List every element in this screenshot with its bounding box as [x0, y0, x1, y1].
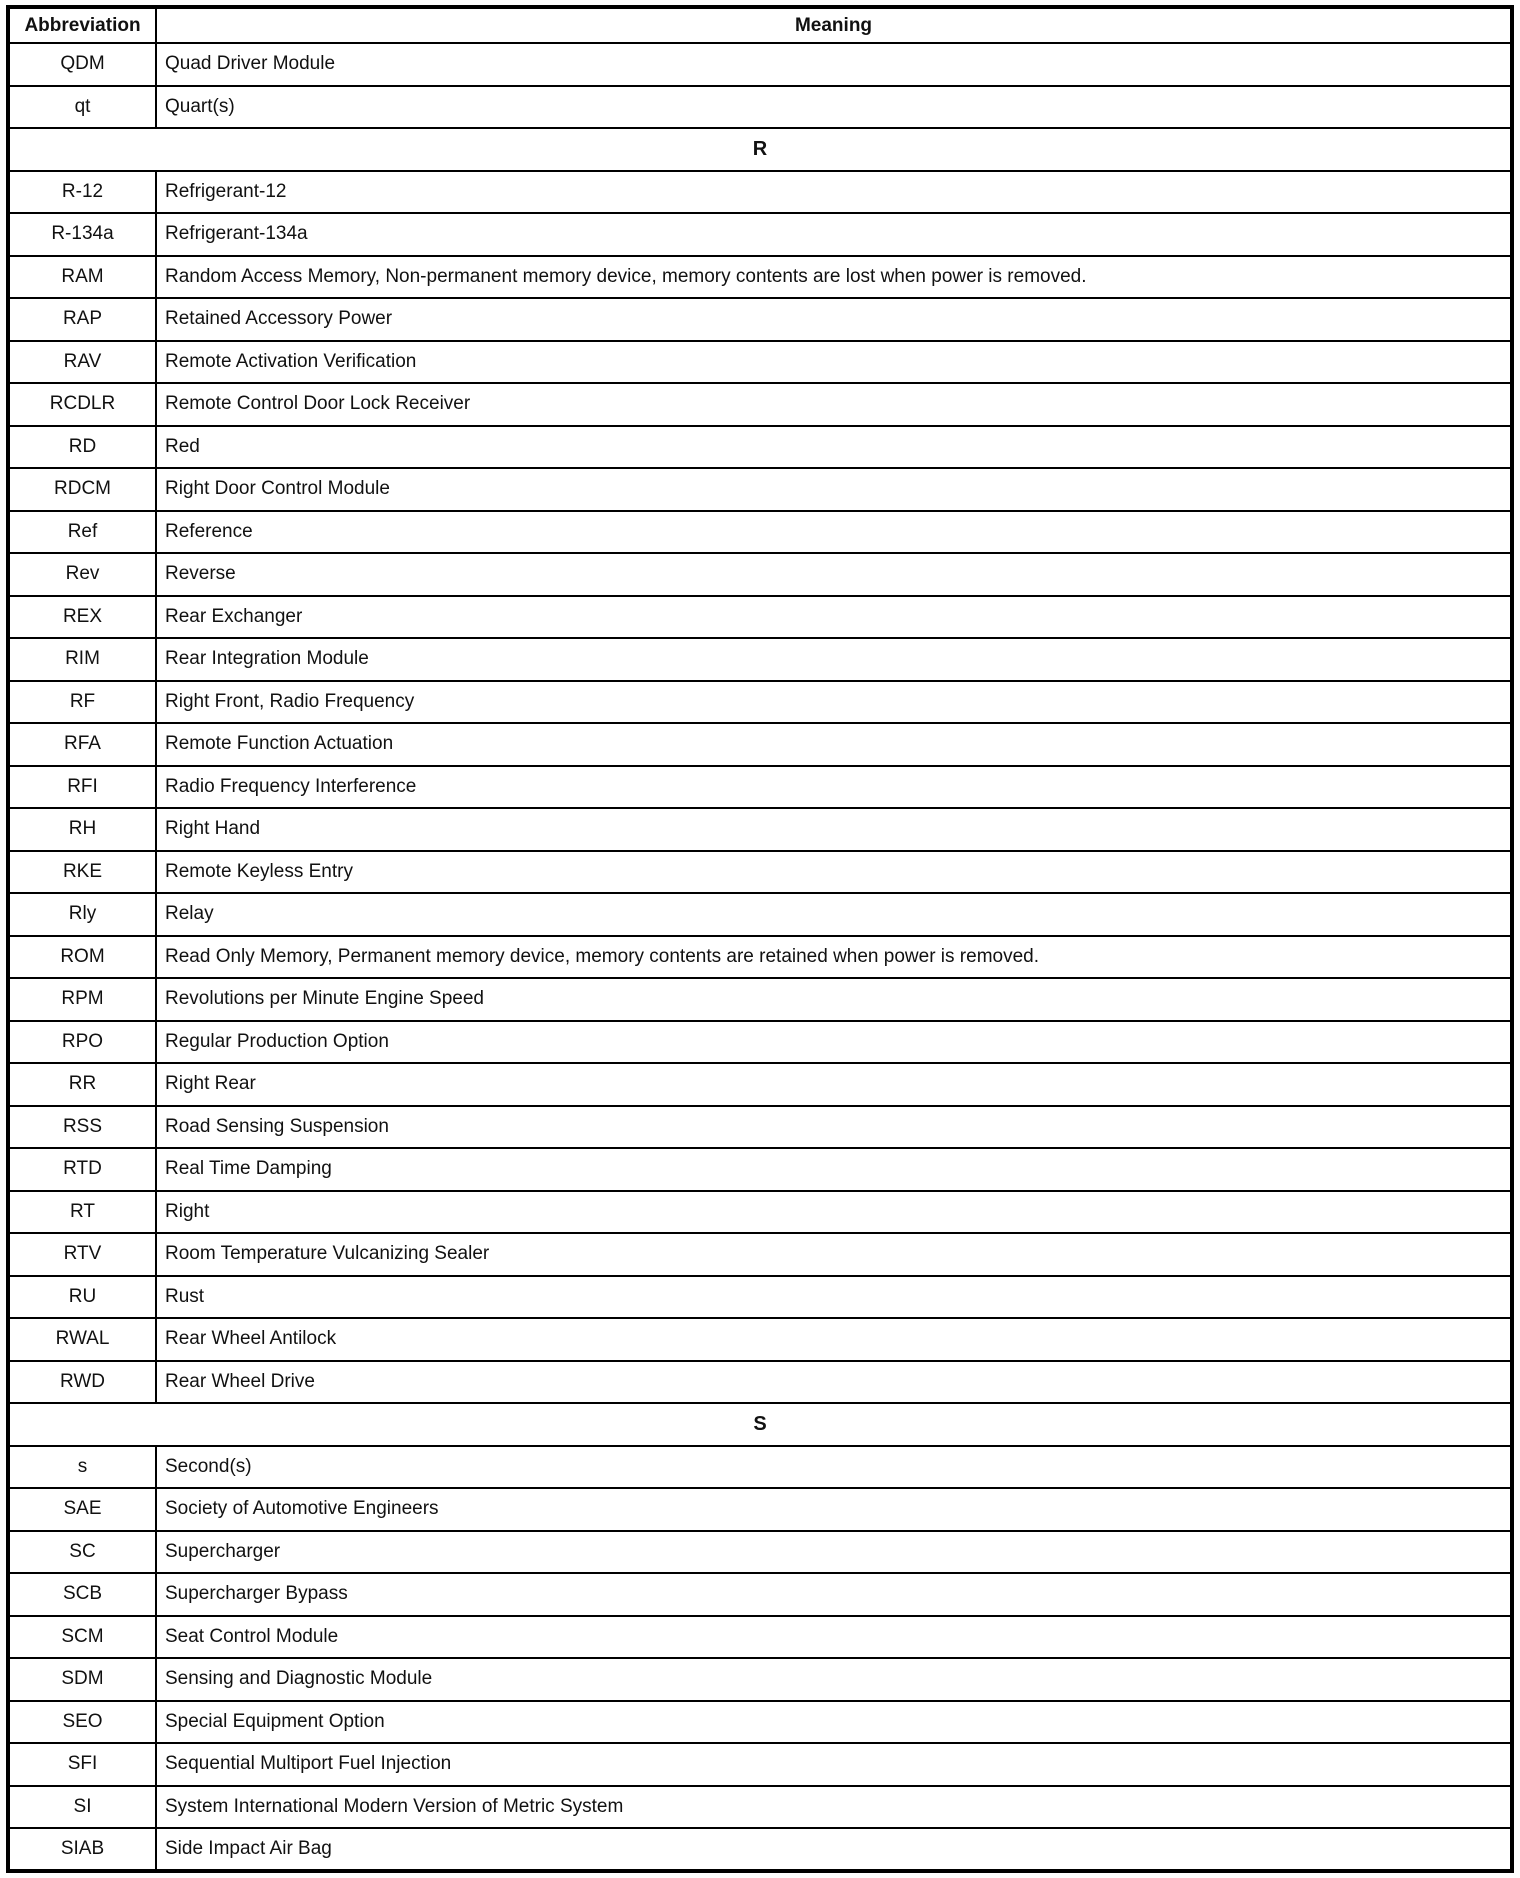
abbreviation-cell: Rly [8, 893, 156, 936]
meaning-cell: Retained Accessory Power [156, 298, 1512, 341]
table-row [8, 1658, 1512, 1701]
abbreviation-cell: RWD [8, 1361, 156, 1404]
meaning-cell: Right Rear [156, 1063, 1512, 1106]
table-row [8, 638, 1512, 681]
meaning-cell: Sequential Multiport Fuel Injection [156, 1743, 1512, 1786]
abbreviation-cell: R-134a [8, 213, 156, 256]
abbreviation-cell: RU [8, 1276, 156, 1319]
abbreviation-cell: R-12 [8, 171, 156, 214]
meaning-cell: Second(s) [156, 1446, 1512, 1489]
table-row [8, 1361, 1512, 1404]
abbreviation-cell: Ref [8, 511, 156, 554]
table-row [8, 426, 1512, 469]
abbreviation-cell: RPM [8, 978, 156, 1021]
meaning-cell: Rear Exchanger [156, 596, 1512, 639]
table-row [8, 1063, 1512, 1106]
table-row [8, 936, 1512, 979]
abbreviation-cell: Rev [8, 553, 156, 596]
section-row [8, 128, 1512, 171]
meaning-cell: Remote Keyless Entry [156, 851, 1512, 894]
header-abbreviation: Abbreviation [8, 7, 156, 43]
table-row [8, 553, 1512, 596]
table-row [8, 723, 1512, 766]
table-row [8, 596, 1512, 639]
meaning-cell: Relay [156, 893, 1512, 936]
abbreviation-cell: RDCM [8, 468, 156, 511]
abbreviation-cell: RKE [8, 851, 156, 894]
table-row [8, 1743, 1512, 1786]
abbreviation-cell: RCDLR [8, 383, 156, 426]
table-row [8, 1701, 1512, 1744]
meaning-cell: Refrigerant-134a [156, 213, 1512, 256]
table-row [8, 468, 1512, 511]
abbreviation-cell: RTV [8, 1233, 156, 1276]
abbreviation-table-header [8, 7, 1512, 43]
table-row [8, 1573, 1512, 1616]
table-row [8, 851, 1512, 894]
table-row [8, 808, 1512, 851]
abbreviation-cell: RH [8, 808, 156, 851]
abbreviation-cell: RF [8, 681, 156, 724]
abbreviation-cell: SCM [8, 1616, 156, 1659]
meaning-cell: Refrigerant-12 [156, 171, 1512, 214]
table-row [8, 298, 1512, 341]
meaning-cell: Red [156, 426, 1512, 469]
table-row [8, 1446, 1512, 1489]
meaning-cell: Remote Activation Verification [156, 341, 1512, 384]
section-row [8, 1403, 1512, 1446]
meaning-cell: Rear Wheel Drive [156, 1361, 1512, 1404]
table-row [8, 1233, 1512, 1276]
table-row [8, 1318, 1512, 1361]
meaning-cell: Random Access Memory, Non-permanent memory device, memory contents are lost when power is removed. [156, 256, 1512, 299]
table-row [8, 511, 1512, 554]
table-row [8, 1021, 1512, 1064]
section-label: R [8, 128, 1512, 171]
header-row [8, 7, 1512, 43]
abbreviation-cell: RAP [8, 298, 156, 341]
meaning-cell: Quart(s) [156, 86, 1512, 129]
meaning-cell: Remote Function Actuation [156, 723, 1512, 766]
meaning-cell: System International Modern Version of Metric System [156, 1786, 1512, 1829]
meaning-cell: Society of Automotive Engineers [156, 1488, 1512, 1531]
meaning-cell: Right [156, 1191, 1512, 1234]
abbreviation-cell: s [8, 1446, 156, 1489]
table-row [8, 978, 1512, 1021]
abbreviation-cell: SIAB [8, 1828, 156, 1871]
meaning-cell: Sensing and Diagnostic Module [156, 1658, 1512, 1701]
meaning-cell: Quad Driver Module [156, 43, 1512, 86]
meaning-cell: Room Temperature Vulcanizing Sealer [156, 1233, 1512, 1276]
abbreviation-cell: QDM [8, 43, 156, 86]
table-row [8, 893, 1512, 936]
abbreviation-cell: SC [8, 1531, 156, 1574]
meaning-cell: Radio Frequency Interference [156, 766, 1512, 809]
abbreviation-cell: SAE [8, 1488, 156, 1531]
table-row [8, 1786, 1512, 1829]
abbreviation-cell: RR [8, 1063, 156, 1106]
table-row [8, 43, 1512, 86]
table-row [8, 1616, 1512, 1659]
meaning-cell: Right Hand [156, 808, 1512, 851]
abbreviation-cell: qt [8, 86, 156, 129]
abbreviation-cell: ROM [8, 936, 156, 979]
table-row [8, 383, 1512, 426]
meaning-cell: Read Only Memory, Permanent memory device, memory contents are retained when power is removed. [156, 936, 1512, 979]
meaning-cell: Right Front, Radio Frequency [156, 681, 1512, 724]
abbreviation-cell: RIM [8, 638, 156, 681]
abbreviation-cell: SI [8, 1786, 156, 1829]
table-row [8, 681, 1512, 724]
abbreviation-cell: RFA [8, 723, 156, 766]
meaning-cell: Seat Control Module [156, 1616, 1512, 1659]
meaning-cell: Supercharger [156, 1531, 1512, 1574]
abbreviation-table-body [8, 43, 1512, 1871]
table-row [8, 256, 1512, 299]
table-row [8, 1488, 1512, 1531]
meaning-cell: Real Time Damping [156, 1148, 1512, 1191]
meaning-cell: Revolutions per Minute Engine Speed [156, 978, 1512, 1021]
meaning-cell: Rear Wheel Antilock [156, 1318, 1512, 1361]
table-row [8, 1106, 1512, 1149]
meaning-cell: Road Sensing Suspension [156, 1106, 1512, 1149]
abbreviation-cell: RPO [8, 1021, 156, 1064]
table-row [8, 171, 1512, 214]
abbreviation-cell: RFI [8, 766, 156, 809]
table-row [8, 1191, 1512, 1234]
abbreviation-cell: REX [8, 596, 156, 639]
table-row [8, 86, 1512, 129]
meaning-cell: Reverse [156, 553, 1512, 596]
abbreviation-cell: SEO [8, 1701, 156, 1744]
header-meaning: Meaning [156, 7, 1512, 43]
meaning-cell: Right Door Control Module [156, 468, 1512, 511]
abbreviation-cell: RAM [8, 256, 156, 299]
meaning-cell: Rear Integration Module [156, 638, 1512, 681]
abbreviation-cell: SDM [8, 1658, 156, 1701]
meaning-cell: Remote Control Door Lock Receiver [156, 383, 1512, 426]
meaning-cell: Supercharger Bypass [156, 1573, 1512, 1616]
table-row [8, 341, 1512, 384]
abbreviation-cell: RSS [8, 1106, 156, 1149]
table-row [8, 1276, 1512, 1319]
meaning-cell: Special Equipment Option [156, 1701, 1512, 1744]
meaning-cell: Reference [156, 511, 1512, 554]
meaning-cell: Regular Production Option [156, 1021, 1512, 1064]
abbreviation-cell: RD [8, 426, 156, 469]
meaning-cell: Rust [156, 1276, 1512, 1319]
section-label: S [8, 1403, 1512, 1446]
abbreviation-table [6, 5, 1514, 1873]
table-row [8, 766, 1512, 809]
table-row [8, 1148, 1512, 1191]
table-row [8, 213, 1512, 256]
meaning-cell: Side Impact Air Bag [156, 1828, 1512, 1871]
abbreviation-cell: SCB [8, 1573, 156, 1616]
abbreviation-cell: RTD [8, 1148, 156, 1191]
abbreviation-cell: RWAL [8, 1318, 156, 1361]
table-row [8, 1531, 1512, 1574]
abbreviation-cell: RT [8, 1191, 156, 1234]
abbreviation-cell: RAV [8, 341, 156, 384]
abbreviation-cell: SFI [8, 1743, 156, 1786]
table-row [8, 1828, 1512, 1871]
